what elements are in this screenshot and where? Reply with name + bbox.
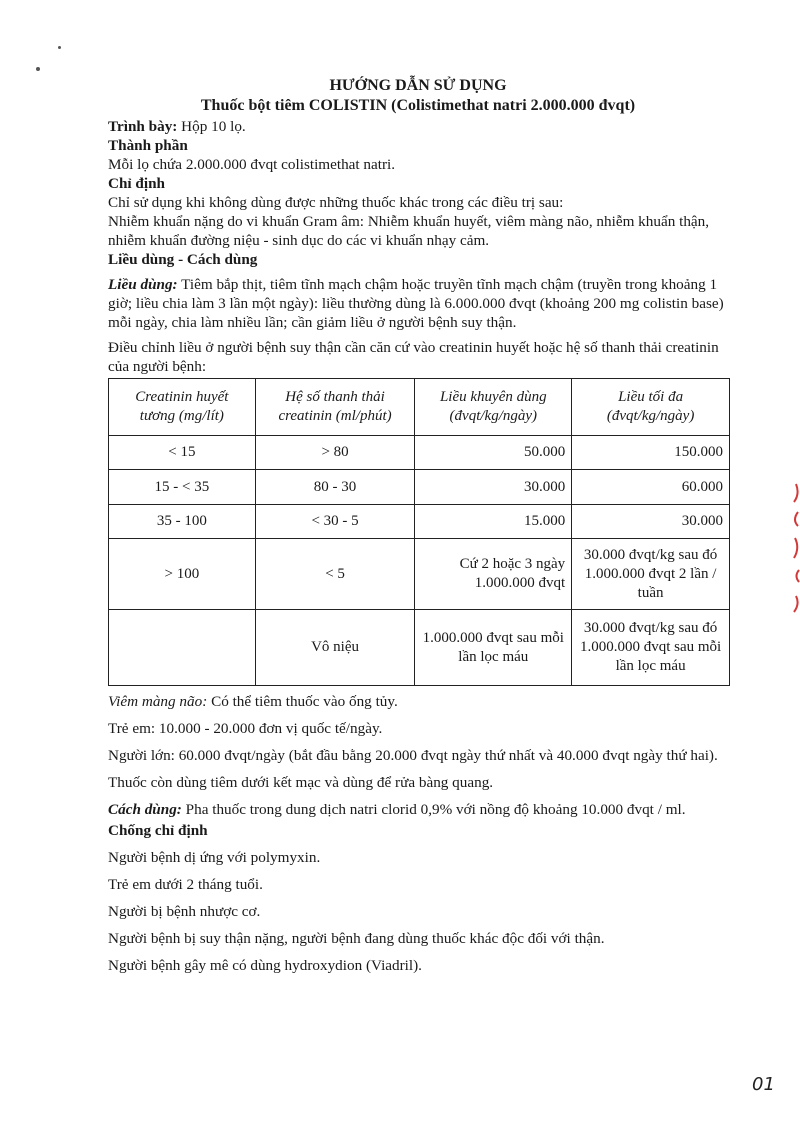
- table-cell: [109, 610, 256, 686]
- table-cell: 60.000: [572, 470, 730, 505]
- list-item: Người bệnh dị ứng với polymyxin.: [108, 849, 321, 866]
- composition-text: Mỗi lọ chứa 2.000.000 đvqt colistimethat natri.: [108, 156, 396, 173]
- table-cell: 30.000 đvqt/kg sau đó 1.000.000 đvqt 2 lần / tuần: [572, 539, 730, 610]
- table-cell: 15.000: [415, 505, 572, 539]
- children-dose: Trẻ em: 10.000 - 20.000 đơn vị quốc tế/ngày.: [108, 720, 383, 737]
- page-mark: 01: [752, 1074, 775, 1095]
- table-cell: 80 - 30: [255, 470, 415, 505]
- presentation-label: Trình bày:: [108, 118, 178, 135]
- table-cell: > 80: [255, 436, 415, 470]
- dosage-label: Liều dùng:: [108, 276, 178, 293]
- table-cell: 30.000 đvqt/kg sau đó 1.000.000 đvqt sau mỗi lần lọc máu: [572, 610, 730, 686]
- table-cell: 1.000.000 đvqt sau mỗi lần lọc máu: [415, 610, 572, 686]
- dosage-text: Tiêm bắp thịt, tiêm tĩnh mạch chậm hoặc truyền tĩnh mạch chậm (truyền trong khoảng 1 giờ; liều chia làm 3 lần một ngày): liều thường dùng là 6.000.000 đvqt (khoảng 200 mg colistin base) mỗi ngày, chia làm nhiều lần; cần giảm liều ở người bệnh suy thận.: [108, 276, 724, 331]
- other-use: Thuốc còn dùng tiêm dưới kết mạc và dùng để rửa bàng quang.: [108, 774, 494, 791]
- table-cell: 30.000: [572, 505, 730, 539]
- dose-adjust-text: Điều chỉnh liều ở người bệnh suy thận cần căn cứ vào creatinin huyết hoặc hệ số thanh thải creatinin của người bệnh:: [108, 339, 719, 375]
- red-stamp-edge: [786, 478, 800, 638]
- table-cell: < 30 - 5: [255, 505, 415, 539]
- table-row: [109, 505, 730, 539]
- scan-speck: [36, 67, 40, 71]
- presentation-line: [108, 117, 728, 136]
- contraindications-heading: Chống chỉ định: [108, 822, 208, 839]
- list-item: Người bị bệnh nhược cơ.: [108, 903, 261, 920]
- table-cell: 35 - 100: [109, 505, 256, 539]
- table-cell: 30.000: [415, 470, 572, 505]
- header-clearance: Hệ số thanh thải creatinin (ml/phút): [255, 379, 415, 436]
- table-cell: 15 - < 35: [109, 470, 256, 505]
- meningitis-paragraph: [108, 692, 728, 711]
- table-cell: Cứ 2 hoặc 3 ngày 1.000.000 đvqt: [415, 539, 572, 610]
- indication-heading: Chỉ định: [108, 175, 165, 192]
- dosage-paragraph: [108, 275, 728, 332]
- composition-heading: Thành phần: [108, 137, 188, 154]
- indication-line-2: Nhiễm khuẩn nặng do vi khuẩn Gram âm: Nhiễm khuẩn huyết, viêm màng não, nhiễm khuẩn thận, nhiễm khuẩn đường niệu - sinh dục do các vi khuẩn nhạy cảm.: [108, 213, 710, 249]
- indication-line-1: Chỉ sử dụng khi không dùng được những thuốc khác trong các điều trị sau:: [108, 194, 564, 211]
- list-item: Trẻ em dưới 2 tháng tuổi.: [108, 876, 263, 893]
- scan-speck: [58, 46, 61, 49]
- list-item: Người bệnh bị suy thận nặng, người bệnh đang dùng thuốc khác độc đối với thận.: [108, 930, 605, 947]
- table-row: [109, 539, 730, 610]
- usage-text: Pha thuốc trong dung dịch natri clorid 0,9% với nồng độ khoảng 10.000 đvqt / ml.: [181, 801, 686, 818]
- table-cell: Vô niệu: [255, 610, 415, 686]
- header-max-dose: Liều tối đa (đvqt/kg/ngày): [572, 379, 730, 436]
- header-recommended-dose: Liều khuyên dùng (đvqt/kg/ngày): [415, 379, 572, 436]
- document-subtitle: Thuốc bột tiêm COLISTIN (Colistimethat natri 2.000.000 đvqt): [200, 97, 636, 114]
- document-page: [108, 76, 728, 975]
- meningitis-label: Viêm màng não:: [108, 693, 208, 710]
- table-cell: 150.000: [572, 436, 730, 470]
- presentation-value: Hộp 10 lọ.: [181, 118, 246, 135]
- table-row: [109, 436, 730, 470]
- header-creatinine: Creatinin huyết tương (mg/lít): [109, 379, 256, 436]
- dosage-heading: Liều dùng - Cách dùng: [108, 251, 258, 268]
- adult-dose: Người lớn: 60.000 đvqt/ngày (bắt đầu bằng 20.000 đvqt ngày thứ nhất và 40.000 đvqt ngày thứ hai).: [108, 747, 718, 764]
- table-cell: < 15: [109, 436, 256, 470]
- usage-paragraph: [108, 800, 728, 819]
- meningitis-text: Có thể tiêm thuốc vào ống tủy.: [207, 693, 398, 710]
- table-row: [109, 610, 730, 686]
- table-cell: < 5: [255, 539, 415, 610]
- table-row: [109, 470, 730, 505]
- table-header-row: [109, 379, 730, 436]
- table-cell: 50.000: [415, 436, 572, 470]
- usage-label: Cách dùng:: [108, 801, 182, 818]
- table-cell: > 100: [109, 539, 256, 610]
- list-item: Người bệnh gây mê có dùng hydroxydion (Viadril).: [108, 957, 422, 974]
- dose-adjust-table: [108, 378, 730, 686]
- document-title: HƯỚNG DẪN SỬ DỤNG: [329, 77, 507, 94]
